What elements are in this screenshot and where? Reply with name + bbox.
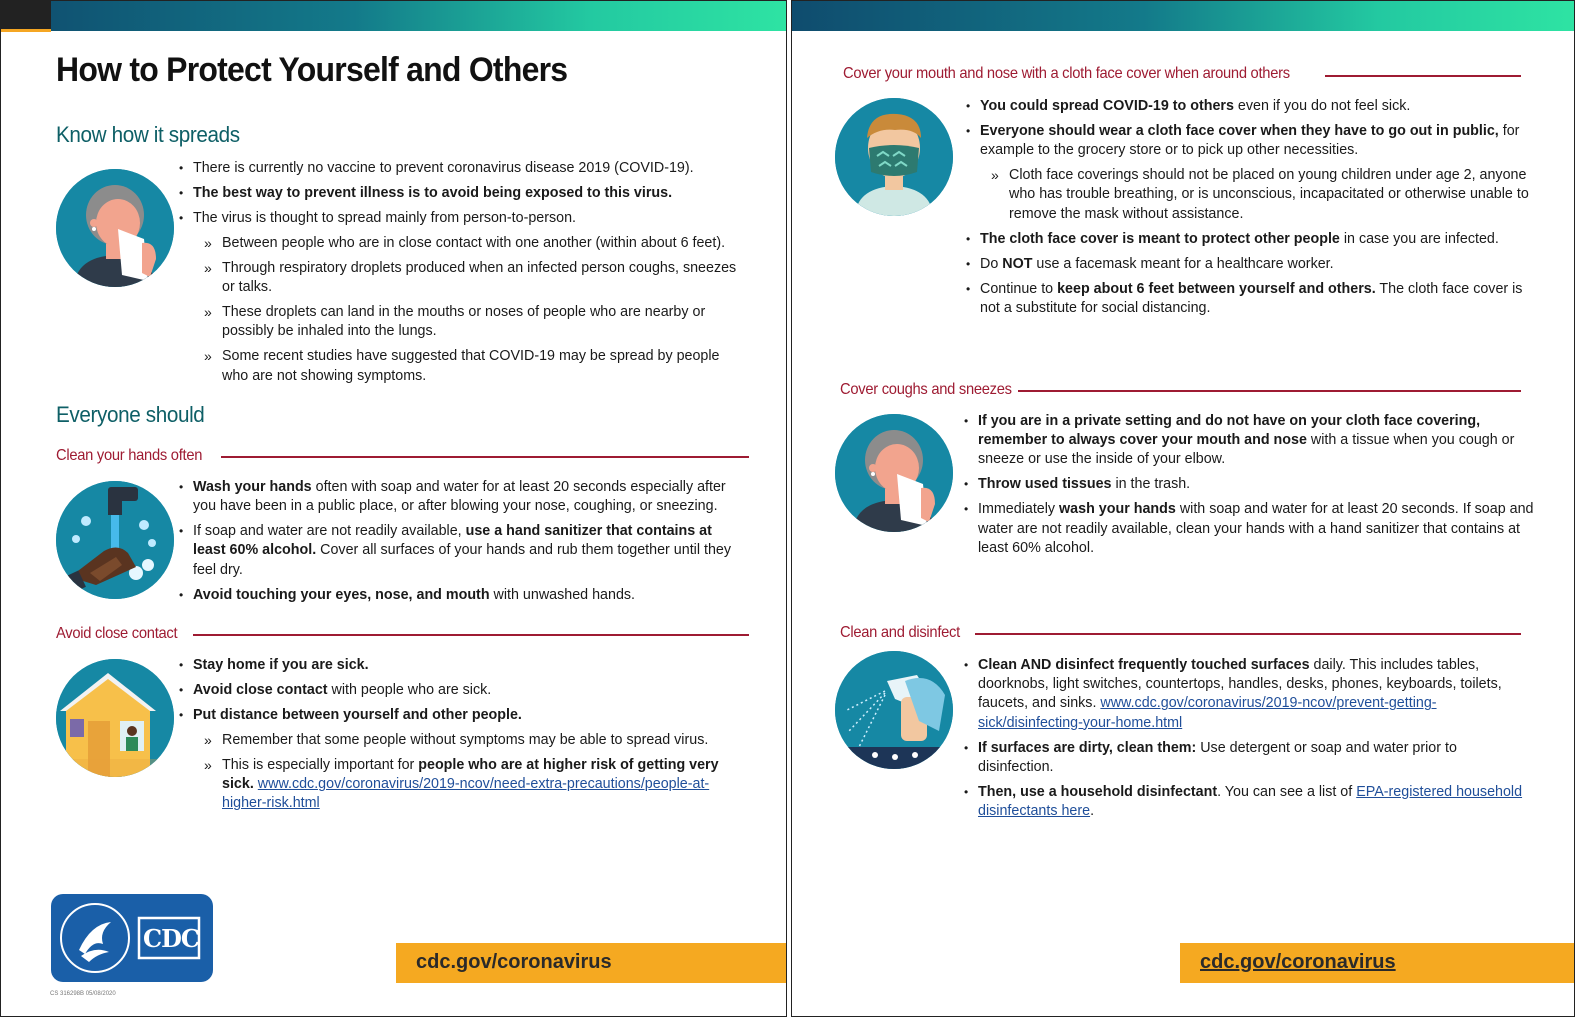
- footer-url-bar: [396, 943, 787, 983]
- list-item: • Clean AND disinfect frequently touched surfaces daily. This includes tables, doorknobs, light switches, countertops, handles, desks, phones, keyboards, toilets, faucets, and sinks. www.cdc.gov/coronavirus/2019-ncov/prevent-getting-sick/disinfecting-your-home.html: [964, 656, 1529, 733]
- mask-bullets: [966, 97, 1536, 324]
- know-how-bullets: [179, 159, 744, 392]
- document-code: CS 316298B 05/08/2020: [50, 991, 116, 997]
- sneeze-tissue-icon: [56, 169, 174, 287]
- clean-hands-bullets: [179, 478, 739, 611]
- higher-risk-link[interactable]: www.cdc.gov/coronavirus/2019-ncov/need-extra-precautions/people-at-higher-risk.html: [222, 776, 710, 812]
- cdc-logo-text: CDC: [143, 924, 200, 953]
- list-item: • Avoid close contact with people who are sick.: [179, 681, 744, 700]
- header-accent-line: [1, 29, 51, 32]
- list-item: • Wash your hands often with soap and water for at least 20 seconds especially after you have been in a public place, or after blowing your nose, coughing, or sneezing.: [179, 478, 739, 516]
- list-item: » Some recent studies have suggested that COVID-19 may be spread by people who are not showing symptoms.: [179, 347, 744, 385]
- header-gradient-bar: [1, 1, 786, 31]
- footer-url[interactable]: cdc.gov/coronavirus: [416, 951, 612, 973]
- page-2: [791, 0, 1575, 1017]
- footer-url-bar: [1180, 943, 1575, 983]
- disinfect-heading: Clean and disinfect: [840, 624, 960, 641]
- handwashing-icon: [56, 481, 174, 599]
- list-item: • If surfaces are dirty, clean them: Use detergent or soap and water prior to disinfection.: [964, 739, 1529, 777]
- list-item: » Cloth face coverings should not be placed on young children under age 2, anyone who has trouble breathing, or is unconscious, incapacitated or otherwise unable to remove the mask without assistance.: [966, 166, 1536, 224]
- list-item: • Do NOT use a facemask meant for a healthcare worker.: [966, 255, 1536, 274]
- section-divider: [193, 634, 749, 636]
- list-item: • Everyone should wear a cloth face cover when they have to go out in public, for example to the grocery store or to pick up other necessities.: [966, 122, 1536, 160]
- coughs-heading: Cover coughs and sneezes: [840, 381, 1012, 398]
- house-icon: [56, 659, 174, 777]
- face-mask-icon: [835, 98, 953, 216]
- list-item: • The virus is thought to spread mainly from person-to-person.: [179, 209, 744, 228]
- clean-hands-heading: Clean your hands often: [56, 447, 203, 464]
- disinfect-bullets: [964, 656, 1529, 827]
- epa-disinfectants-link[interactable]: EPA-registered household disinfectants here: [978, 783, 1523, 820]
- disinfecting-home-link[interactable]: www.cdc.gov/coronavirus/2019-ncov/prevent-getting-sick/disinfecting-your-home.html: [978, 695, 1437, 731]
- avoid-contact-heading: Avoid close contact: [56, 625, 178, 642]
- footer-url[interactable]: cdc.gov/coronavirus: [1200, 951, 1396, 973]
- mask-heading: Cover your mouth and nose with a cloth face cover when around others: [843, 65, 1290, 82]
- list-item: • The cloth face cover is meant to protect other people in case you are infected.: [966, 230, 1536, 249]
- list-item: » This is especially important for people who are at higher risk of getting very sick. www.cdc.gov/coronavirus/2019-ncov/need-extra-precautions/people-at-higher-risk.html: [179, 756, 744, 814]
- page-title: How to Protect Yourself and Others: [56, 51, 568, 89]
- list-item: • Immediately wash your hands with soap and water for at least 20 seconds. If soap and water are not readily available, clean your hands with a hand sanitizer that contains at least 60% alcohol.: [964, 500, 1534, 558]
- list-item: • If you are in a private setting and do not have on your cloth face covering, remember to always cover your mouth and nose with a tissue when you cough or sneeze or use the inside of your elbow.: [964, 412, 1534, 470]
- page-1: [0, 0, 787, 1017]
- know-how-heading: Know how it spreads: [56, 122, 240, 147]
- avoid-contact-bullets: [179, 656, 744, 819]
- list-item: • Stay home if you are sick.: [179, 656, 744, 675]
- spray-bottle-icon: [835, 651, 953, 769]
- section-divider: [1018, 390, 1521, 392]
- everyone-should-heading: Everyone should: [56, 402, 205, 427]
- list-item: • Then, use a household disinfectant. You can see a list of EPA-registered household disinfectants here.: [964, 783, 1529, 821]
- list-item: • You could spread COVID-19 to others even if you do not feel sick.: [966, 97, 1536, 116]
- hhs-cdc-logo: [51, 894, 213, 982]
- coughs-bullets: [964, 412, 1534, 564]
- header-gradient-bar: [792, 1, 1574, 31]
- section-divider: [975, 633, 1521, 635]
- sneeze-tissue-icon: [835, 414, 953, 532]
- header-dark-block: [1, 1, 51, 31]
- list-item: » Remember that some people without symptoms may be able to spread virus.: [179, 731, 744, 750]
- list-item: • Continue to keep about 6 feet between yourself and others. The cloth face cover is not a substitute for social distancing.: [966, 280, 1536, 318]
- list-item: • Avoid touching your eyes, nose, and mouth with unwashed hands.: [179, 586, 739, 605]
- list-item: » These droplets can land in the mouths or noses of people who are nearby or possibly be inhaled into the lungs.: [179, 303, 744, 341]
- list-item: • If soap and water are not readily available, use a hand sanitizer that contains at least 60% alcohol. Cover all surfaces of your hands and rub them together until they feel dry.: [179, 522, 739, 580]
- section-divider: [1325, 75, 1521, 77]
- section-divider: [221, 456, 749, 458]
- list-item: » Through respiratory droplets produced when an infected person coughs, sneezes or talks.: [179, 259, 744, 297]
- list-item: • Throw used tissues in the trash.: [964, 475, 1534, 494]
- list-item: • The best way to prevent illness is to avoid being exposed to this virus.: [179, 184, 744, 203]
- list-item: • Put distance between yourself and other people.: [179, 706, 744, 725]
- list-item: » Between people who are in close contact with one another (within about 6 feet).: [179, 234, 744, 253]
- list-item: • There is currently no vaccine to prevent coronavirus disease 2019 (COVID-19).: [179, 159, 744, 178]
